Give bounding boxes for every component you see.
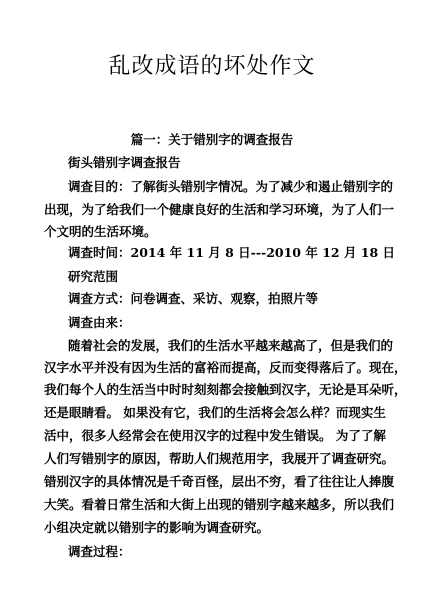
paragraph-line: 调查目的：了解街头错别字情况。为了减少和遏止错别字的	[68, 179, 394, 194]
paragraph-line: 小组决定就以错别字的影响为调查研究。	[44, 520, 270, 535]
section-title: 篇一：关于错别字的调查报告	[130, 132, 294, 147]
research-scope-label: 研究范围	[68, 269, 119, 284]
survey-process-label: 调查过程：	[68, 544, 131, 559]
paragraph-line: 人们写错别字的原因，帮助人们规范用字，我展开了调查研究。	[44, 451, 395, 466]
report-heading: 街头错别字调查报告	[68, 155, 181, 170]
paragraph-line: 错别汉字的具体情况是千奇百怪，层出不穷，看了往往让人捧腹	[44, 474, 395, 489]
paragraph-line: 汉字水平并没有因为生活的富裕而提高，反而变得落后了。现在，	[44, 360, 407, 375]
survey-time-line: 调查时间：2014 年 11 月 8 日---2010 年 12 月 18 日	[68, 245, 396, 260]
paragraph-line: 还是眼睛看。 如果没有它，我们的生活将会怎么样？而现实生	[44, 405, 386, 420]
paragraph-line: 个文明的生活环境。	[44, 224, 157, 239]
paragraph-line: 随着社会的发展，我们的生活水平越来越高了，但是我们的	[68, 338, 394, 353]
survey-origin-label: 调查由来：	[68, 315, 131, 330]
paragraph-line: 出现，为了给我们一个健康良好的生活和学习环境，为了人们一	[44, 202, 395, 217]
document-title: 乱改成语的坏处作文	[108, 54, 316, 79]
paragraph-line: 活中，很多人经常会在使用汉字的过程中发生错误。 为了了解	[44, 428, 386, 443]
paragraph-line: 我们每个人的生活当中时时刻刻都会接触到汉字，无论是耳朵听，	[44, 382, 407, 397]
paragraph-line: 大笑。看着日常生活和大街上出现的错别字越来越多，所以我们	[44, 497, 395, 512]
survey-method-line: 调查方式：问卷调查、采访、观察，拍照片等	[68, 291, 319, 306]
